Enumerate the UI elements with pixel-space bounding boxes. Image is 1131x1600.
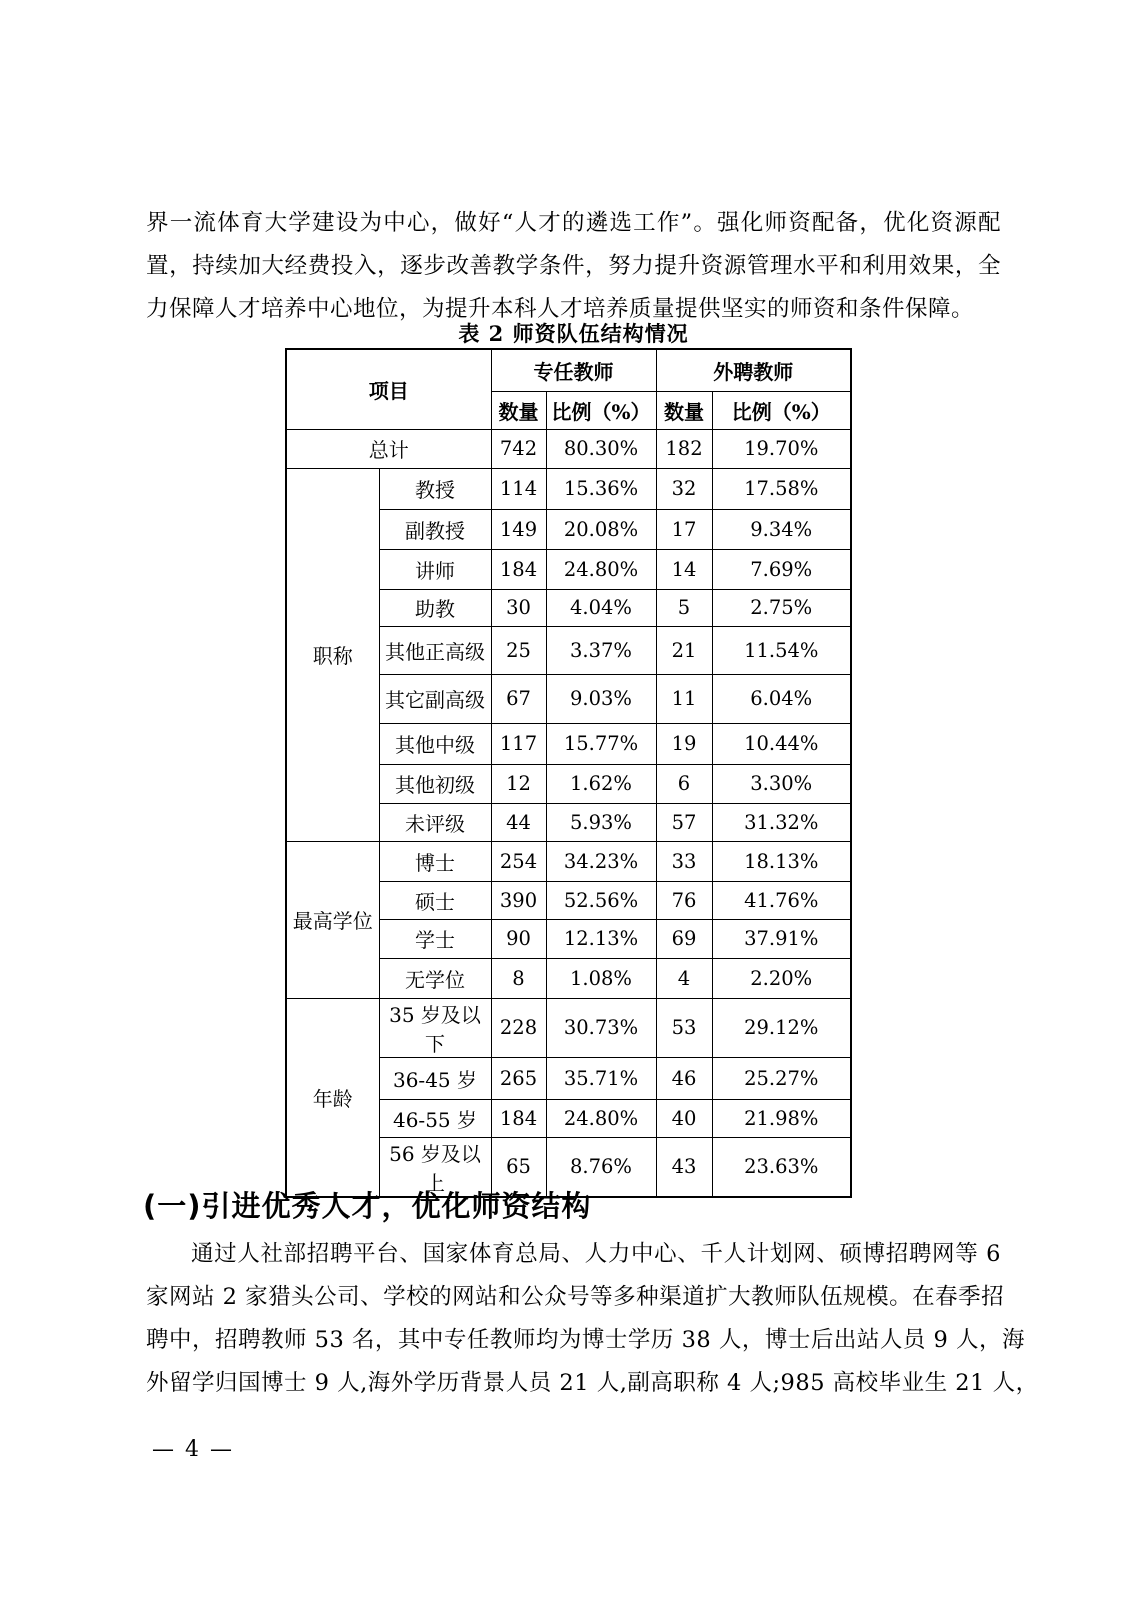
cell-ext-count: 5 [656, 589, 712, 626]
table-row [286, 468, 851, 509]
header-ratio-2: 比例（%） [712, 391, 851, 429]
cell-ext-count: 53 [656, 998, 712, 1057]
cell-ext-ratio: 23.63% [712, 1137, 851, 1197]
row-label: 56 岁及以上 [379, 1137, 491, 1197]
cell-ft-ratio: 30.73% [546, 998, 656, 1057]
cell-ext-ratio: 41.76% [712, 881, 851, 919]
cell-ft-count: 67 [491, 674, 546, 723]
cell-ext-count: 4 [656, 958, 712, 998]
cell-ext-count: 182 [656, 429, 712, 468]
cell-ft-count: 8 [491, 958, 546, 998]
cell-ext-ratio: 21.98% [712, 1099, 851, 1137]
row-label: 未评级 [379, 803, 491, 841]
cell-ext-ratio: 2.20% [712, 958, 851, 998]
cell-ext-count: 6 [656, 764, 712, 803]
cell-ext-count: 69 [656, 919, 712, 958]
cell-ext-ratio: 6.04% [712, 674, 851, 723]
cell-ext-count: 19 [656, 723, 712, 764]
header-count-1: 数量 [491, 391, 546, 429]
cell-ft-ratio: 34.23% [546, 841, 656, 881]
top-paragraph [146, 202, 1001, 331]
page-number: — 4 — [152, 1437, 234, 1462]
cell-ext-count: 57 [656, 803, 712, 841]
cell-ft-ratio: 9.03% [546, 674, 656, 723]
cell-ft-count: 90 [491, 919, 546, 958]
cell-ft-count: 184 [491, 549, 546, 589]
group-label-age: 年龄 [286, 998, 379, 1197]
cell-ext-ratio: 9.34% [712, 509, 851, 549]
cell-ext-ratio: 19.70% [712, 429, 851, 468]
cell-ft-ratio: 35.71% [546, 1057, 656, 1099]
cell-ft-count: 65 [491, 1137, 546, 1197]
cell-ft-ratio: 5.93% [546, 803, 656, 841]
cell-ext-count: 14 [656, 549, 712, 589]
cell-ft-ratio: 4.04% [546, 589, 656, 626]
row-label: 46-55 岁 [379, 1099, 491, 1137]
cell-ext-ratio: 25.27% [712, 1057, 851, 1099]
table-row [286, 998, 851, 1057]
cell-ext-ratio: 17.58% [712, 468, 851, 509]
cell-ft-count: 149 [491, 509, 546, 549]
cell-ft-ratio: 1.62% [546, 764, 656, 803]
cell-ft-count: 265 [491, 1057, 546, 1099]
cell-ft-ratio: 12.13% [546, 919, 656, 958]
cell-ft-count: 254 [491, 841, 546, 881]
body-paragraph [146, 1233, 1039, 1405]
cell-ft-count: 390 [491, 881, 546, 919]
cell-ext-ratio: 11.54% [712, 626, 851, 674]
row-label: 35 岁及以下 [379, 998, 491, 1057]
cell-ft-count: 184 [491, 1099, 546, 1137]
row-label: 其他正高级 [379, 626, 491, 674]
cell-ft-ratio: 1.08% [546, 958, 656, 998]
cell-ext-ratio: 37.91% [712, 919, 851, 958]
cell-ft-ratio: 24.80% [546, 549, 656, 589]
cell-ft-ratio: 52.56% [546, 881, 656, 919]
cell-ext-count: 21 [656, 626, 712, 674]
cell-ext-count: 40 [656, 1099, 712, 1137]
cell-ext-count: 11 [656, 674, 712, 723]
paragraph-line: 置，持续加大经费投入，逐步改善教学条件，努力提升资源管理水平和利用效果，全 [146, 253, 1001, 279]
row-label: 助教 [379, 589, 491, 626]
paragraph-line: 聘中，招聘教师 53 名，其中专任教师均为博士学历 38 人，博士后出站人员 9 人，海 [146, 1327, 1025, 1353]
cell-ext-ratio: 18.13% [712, 841, 851, 881]
row-label: 学士 [379, 919, 491, 958]
cell-ft-count: 30 [491, 589, 546, 626]
header-full-time: 专任教师 [491, 349, 656, 391]
cell-ext-count: 46 [656, 1057, 712, 1099]
cell-ft-count: 44 [491, 803, 546, 841]
cell-ext-count: 32 [656, 468, 712, 509]
cell-ft-ratio: 15.36% [546, 468, 656, 509]
row-label: 其他中级 [379, 723, 491, 764]
cell-ext-ratio: 10.44% [712, 723, 851, 764]
row-label: 硕士 [379, 881, 491, 919]
row-label: 其它副高级 [379, 674, 491, 723]
cell-ext-count: 43 [656, 1137, 712, 1197]
cell-ext-ratio: 3.30% [712, 764, 851, 803]
row-label: 总计 [286, 429, 491, 468]
row-label: 副教授 [379, 509, 491, 549]
cell-ext-ratio: 29.12% [712, 998, 851, 1057]
section-heading: (一)引进优秀人才，优化师资结构 [143, 1189, 592, 1223]
group-label-degree: 最高学位 [286, 841, 379, 998]
cell-ext-ratio: 2.75% [712, 589, 851, 626]
row-label: 无学位 [379, 958, 491, 998]
row-label: 其他初级 [379, 764, 491, 803]
paragraph-line: 通过人社部招聘平台、国家体育总局、人力中心、千人计划网、硕博招聘网等 6 [191, 1241, 1001, 1267]
paragraph-line: 界一流体育大学建设为中心，做好“人才的遴选工作”。强化师资配备，优化资源配 [146, 210, 1001, 236]
cell-ft-count: 12 [491, 764, 546, 803]
cell-ft-ratio: 15.77% [546, 723, 656, 764]
paragraph-line: 力保障人才培养中心地位，为提升本科人才培养质量提供坚实的师资和条件保障。 [146, 296, 975, 322]
paragraph-line: 外留学归国博士 9 人,海外学历背景人员 21 人,副高职称 4 人;985 高校毕业生 21 人， [146, 1370, 1039, 1396]
header-item: 项目 [286, 349, 491, 429]
row-label: 36-45 岁 [379, 1057, 491, 1099]
cell-ft-count: 117 [491, 723, 546, 764]
row-label: 教授 [379, 468, 491, 509]
header-external: 外聘教师 [656, 349, 851, 391]
cell-ft-count: 114 [491, 468, 546, 509]
cell-ft-ratio: 20.08% [546, 509, 656, 549]
cell-ext-count: 17 [656, 509, 712, 549]
group-label-title: 职称 [286, 468, 379, 841]
cell-ft-count: 25 [491, 626, 546, 674]
cell-ft-count: 742 [491, 429, 546, 468]
cell-ext-ratio: 7.69% [712, 549, 851, 589]
faculty-structure-table [285, 348, 852, 1198]
table-header-row [286, 349, 851, 391]
table-title: 表 2 师资队伍结构情况 [458, 321, 689, 346]
cell-ext-count: 33 [656, 841, 712, 881]
table-row [286, 841, 851, 881]
paragraph-line: 家网站 2 家猎头公司、学校的网站和公众号等多种渠道扩大教师队伍规模。在春季招 [146, 1284, 1005, 1310]
cell-ft-count: 228 [491, 998, 546, 1057]
cell-ft-ratio: 80.30% [546, 429, 656, 468]
cell-ext-count: 76 [656, 881, 712, 919]
row-label: 博士 [379, 841, 491, 881]
cell-ext-ratio: 31.32% [712, 803, 851, 841]
table-row-total [286, 429, 851, 468]
cell-ft-ratio: 8.76% [546, 1137, 656, 1197]
cell-ft-ratio: 24.80% [546, 1099, 656, 1137]
header-ratio-1: 比例（%） [546, 391, 656, 429]
row-label: 讲师 [379, 549, 491, 589]
cell-ft-ratio: 3.37% [546, 626, 656, 674]
header-count-2: 数量 [656, 391, 712, 429]
